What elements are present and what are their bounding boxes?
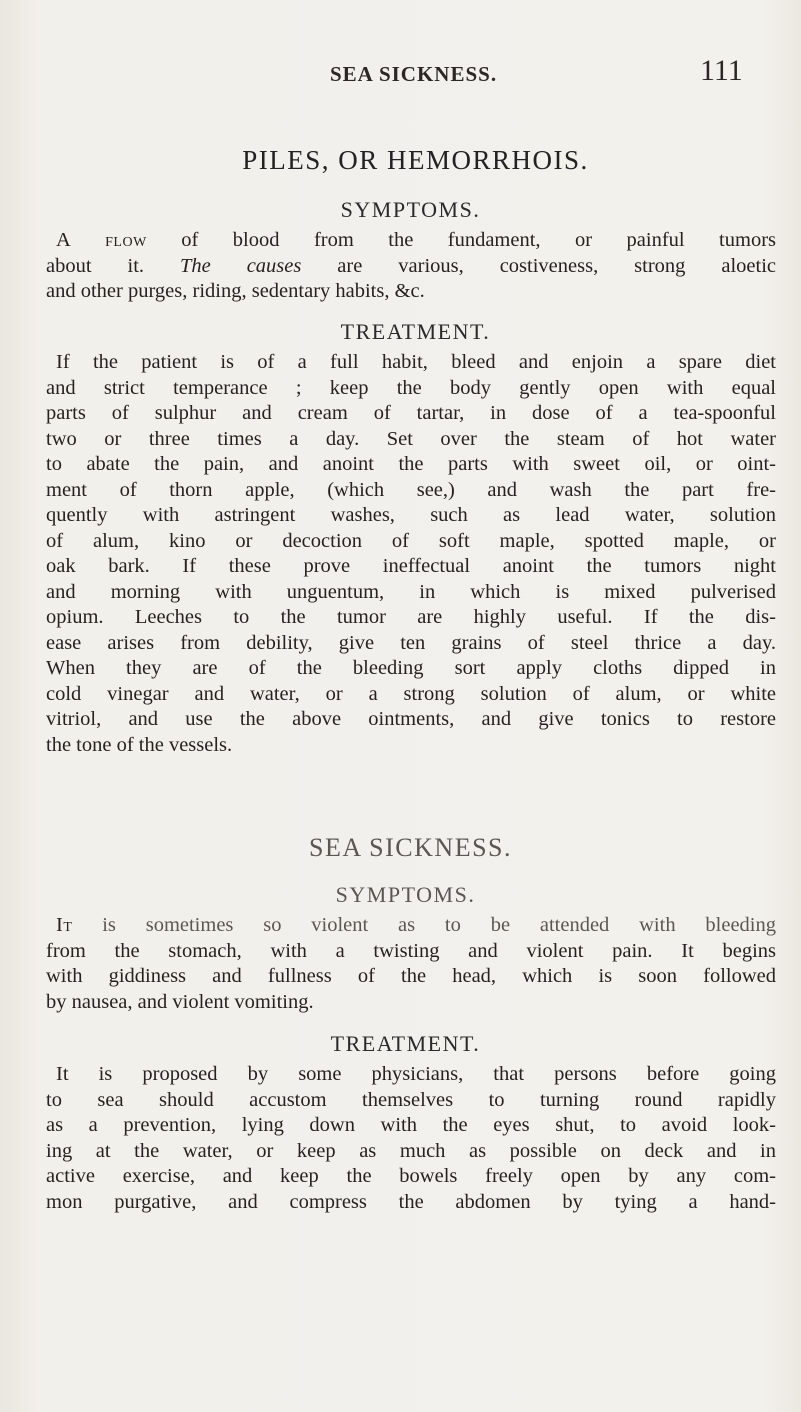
paragraph-line: [46, 254, 776, 280]
paragraph-line: [46, 228, 776, 254]
symptoms-heading-sea-sickness: SYMPTOMS.: [335, 882, 476, 907]
emphasis-causes: The causes: [179, 254, 302, 277]
paragraph-line: mon purgative, and compress the abdomen by tying a hand-: [46, 1190, 776, 1213]
paragraph-line: It is proposed by some physicians, that persons before going: [56, 1063, 776, 1085]
paragraph-line: as a prevention, lying down with the eyes shut, to avoid look-: [46, 1114, 776, 1136]
paragraph-line: to abate the pain, and anoint the parts with sweet oil, or oint-: [46, 453, 776, 475]
paragraph-line: opium. Leeches to the tumor are highly useful. If the dis-: [46, 606, 776, 628]
paragraph-line: ease arises from debility, give ten grains of steel thrice a day.: [46, 631, 776, 654]
running-head-title: SEA SICKNESS.: [330, 62, 498, 86]
paragraph-line: and morning with unguentum, in which is mixed pulverised: [46, 580, 776, 603]
paragraph-line: to sea should accustom themselves to turning round rapidly: [46, 1088, 776, 1111]
lead-word: A flow: [56, 229, 147, 251]
paragraph-line: two or three times a day. Set over the steam of hot water: [46, 427, 776, 450]
paragraph-line: [46, 913, 776, 939]
treatment-heading-sea-sickness: TREATMENT.: [330, 1031, 481, 1056]
paragraph-line: oak bark. If these prove ineffectual anoint the tumors night: [46, 555, 776, 577]
paragraph-line: from the stomach, with a twisting and violent pain. It begins: [46, 939, 776, 962]
paragraph-line: vitriol, and use the above ointments, and give tonics to restore: [46, 708, 776, 730]
paragraph-line: If the patient is of a full habit, bleed and enjoin a spare diet: [56, 351, 776, 373]
section-title-piles: PILES, OR HEMORRHOIS.: [242, 145, 589, 175]
lead-word: It: [56, 914, 73, 936]
symptoms-paragraph-sea-sickness: [46, 913, 776, 1015]
page-number: 111: [700, 54, 743, 87]
paragraph-line: by nausea, and violent vomiting.: [46, 990, 314, 1013]
paragraph-line: ment of thorn apple, (which see,) and wash the part fre-: [46, 478, 776, 501]
paragraph-line: the tone of the vessels.: [46, 733, 233, 756]
paragraph-line: When they are of the bleeding sort apply cloths dipped in: [46, 657, 776, 679]
paragraph-line: and strict temperance ; keep the body gently open with equal: [46, 376, 776, 399]
paragraph-line: quently with astringent washes, such as lead water, solution: [46, 504, 776, 526]
treatment-heading-piles: TREATMENT.: [340, 319, 491, 344]
section-title-sea-sickness: SEA SICKNESS.: [309, 833, 512, 862]
paragraph-line: and other purges, riding, sedentary habits, &c.: [46, 280, 425, 302]
symptoms-paragraph-piles: [46, 228, 776, 305]
line-text: are various, costiveness, strong aloetic: [301, 254, 776, 277]
paragraph-line: with giddiness and fullness of the head, which is soon followed: [46, 965, 776, 987]
line-text: about it.: [46, 254, 180, 277]
line-text: of blood from the fundament, or painful tumors: [146, 229, 776, 251]
paragraph-line: ing at the water, or keep as much as possible on deck and in: [46, 1139, 776, 1162]
treatment-paragraph-sea-sickness: [46, 1062, 776, 1215]
paragraph-line: active exercise, and keep the bowels freely open by any com-: [46, 1165, 776, 1187]
symptoms-heading-piles: SYMPTOMS.: [340, 197, 481, 222]
treatment-paragraph-piles: [46, 350, 776, 758]
paragraph-line: cold vinegar and water, or a strong solution of alum, or white: [46, 682, 776, 705]
paragraph-line: parts of sulphur and cream of tartar, in dose of a tea-spoonful: [46, 402, 776, 424]
line-text: is sometimes so violent as to be attended with bleeding: [72, 914, 776, 936]
paragraph-line: of alum, kino or decoction of soft maple, spotted maple, or: [46, 529, 776, 552]
